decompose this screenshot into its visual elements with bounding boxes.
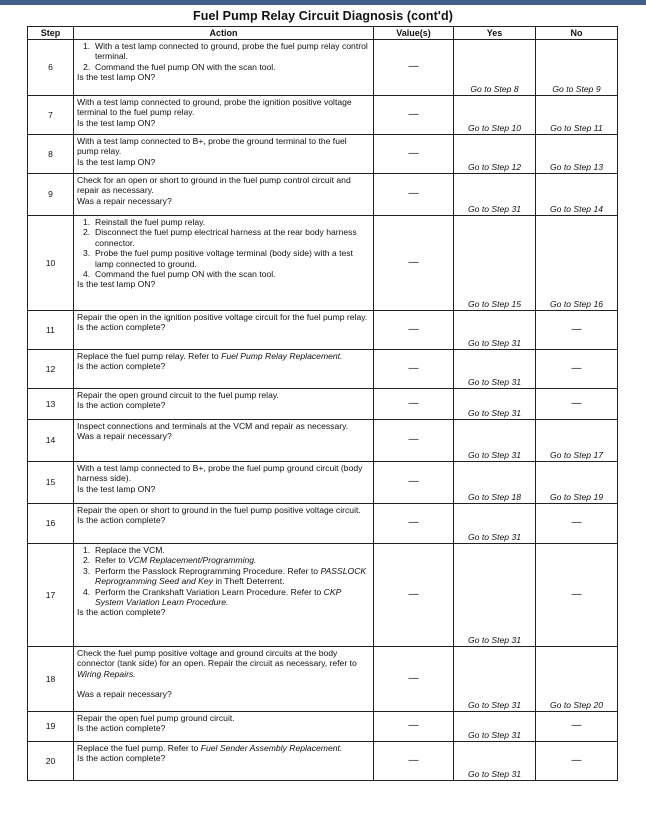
- yes-result: Go to Step 31: [454, 712, 536, 742]
- manual-reference: PASSLOCK Reprogramming Seed and Key: [95, 565, 367, 587]
- action-question: Is the action complete?: [77, 723, 166, 734]
- step-number: 18: [28, 647, 74, 712]
- yes-result: Go to Step 31: [454, 647, 536, 712]
- step-number: 20: [28, 742, 74, 781]
- manual-reference: VCM Replacement/Programming.: [127, 555, 257, 566]
- value-cell: —: [374, 350, 454, 389]
- no-result: Go to Step 16: [536, 216, 618, 311]
- value-cell: —: [374, 462, 454, 504]
- table-row: [28, 174, 618, 216]
- table-header-row: [28, 27, 618, 40]
- top-border-bar: [0, 0, 646, 5]
- action-step: [77, 217, 370, 227]
- action-step-number: 2.: [83, 227, 91, 238]
- action-step: [77, 62, 370, 72]
- action-step-number: 1.: [83, 545, 91, 555]
- table-row: [28, 216, 618, 311]
- table-body: [28, 40, 618, 781]
- action-step-number: 1.: [83, 41, 91, 51]
- action-step-text: Reinstall the fuel pump relay.: [95, 217, 206, 227]
- value-cell: —: [374, 135, 454, 174]
- yes-result: Go to Step 31: [454, 311, 536, 350]
- header-step: Step: [28, 27, 74, 40]
- header-values: Value(s): [374, 27, 454, 40]
- step-number: 7: [28, 96, 74, 135]
- action-step-number: 2.: [83, 555, 91, 566]
- yes-result: Go to Step 18: [454, 462, 536, 504]
- action-cell: [74, 462, 374, 504]
- action-step-number: 1.: [83, 217, 91, 227]
- table-row: [28, 389, 618, 420]
- no-result: Go to Step 19: [536, 462, 618, 504]
- table-row: [28, 742, 618, 781]
- step-number: 10: [28, 216, 74, 311]
- step-number: 6: [28, 40, 74, 96]
- yes-result: Go to Step 8: [454, 40, 536, 96]
- action-step-number: 4.: [83, 586, 91, 597]
- no-result: Go to Step 14: [536, 174, 618, 216]
- action-question: Is the test lamp ON?: [77, 117, 156, 128]
- action-cell: [74, 420, 374, 462]
- action-text: Check the fuel pump positive voltage and ground circuits at the body connector (tank side) for an open. Repair the circuit as necessary, refer to Wiring Repairs.: [77, 648, 357, 679]
- action-step-text: Command the fuel pump ON with the scan tool.: [95, 269, 276, 280]
- action-step-text: Replace the VCM.: [95, 545, 165, 555]
- action-cell: [74, 647, 374, 712]
- yes-result: Go to Step 12: [454, 135, 536, 174]
- action-text: Repair the open ground circuit to the fuel pump relay.: [77, 390, 279, 400]
- manual-reference: CKP System Variation Learn Procedure.: [95, 586, 341, 608]
- header-action: Action: [74, 27, 374, 40]
- action-text: With a test lamp connected to B+, probe the ground terminal to the fuel pump relay.: [77, 136, 347, 157]
- action-question: Is the action complete?: [77, 515, 166, 526]
- step-number: 12: [28, 350, 74, 389]
- action-cell: [74, 350, 374, 389]
- action-text: Repair the open in the ignition positive voltage circuit for the fuel pump relay.: [77, 312, 368, 322]
- action-step: [77, 545, 370, 555]
- yes-result: Go to Step 31: [454, 389, 536, 420]
- table-row: [28, 462, 618, 504]
- action-step-number: 2.: [83, 61, 91, 72]
- action-steps-list: [77, 41, 370, 72]
- action-step-text: Command the fuel pump ON with the scan tool.: [95, 61, 276, 72]
- action-cell: [74, 40, 374, 96]
- diagnosis-table: [27, 26, 618, 781]
- no-result: —: [536, 350, 618, 389]
- table-row: [28, 647, 618, 712]
- yes-result: Go to Step 31: [454, 544, 536, 647]
- action-question: Is the test lamp ON?: [77, 279, 156, 290]
- action-step: [77, 566, 370, 587]
- action-step-text: Disconnect the fuel pump electrical harness at the rear body harness connector.: [95, 227, 357, 248]
- action-cell: [74, 504, 374, 544]
- action-cell: [74, 712, 374, 742]
- action-step: [77, 248, 370, 269]
- no-result: —: [536, 712, 618, 742]
- action-question: Is the action complete?: [77, 400, 166, 411]
- action-cell: [74, 311, 374, 350]
- action-step-text: With a test lamp connected to ground, probe the fuel pump relay control terminal.: [95, 41, 368, 62]
- yes-result: Go to Step 31: [454, 174, 536, 216]
- yes-result: Go to Step 31: [454, 742, 536, 781]
- manual-reference: Fuel Sender Assembly Replacement.: [200, 743, 343, 753]
- action-cell: [74, 544, 374, 647]
- table-row: [28, 135, 618, 174]
- header-no: No: [536, 27, 618, 40]
- yes-result: Go to Step 31: [454, 350, 536, 389]
- action-step: [77, 227, 370, 248]
- action-text: Check for an open or short to ground in the fuel pump control circuit and repair as necessary.: [77, 175, 351, 196]
- no-result: —: [536, 389, 618, 420]
- table-row: [28, 350, 618, 389]
- action-step-text: Probe the fuel pump positive voltage terminal (body side) with a test lamp connected to ground.: [95, 248, 353, 269]
- manual-reference: Fuel Pump Relay Replacement.: [221, 351, 343, 361]
- action-step-number: 4.: [83, 269, 91, 280]
- no-result: Go to Step 17: [536, 420, 618, 462]
- action-question: Is the action complete?: [77, 607, 166, 618]
- action-question: Is the test lamp ON?: [77, 483, 156, 494]
- table-row: [28, 420, 618, 462]
- value-cell: —: [374, 96, 454, 135]
- no-result: —: [536, 742, 618, 781]
- step-number: 13: [28, 389, 74, 420]
- action-text: Replace the fuel pump. Refer to Fuel Sender Assembly Replacement.: [77, 743, 343, 753]
- action-steps-list: [77, 545, 370, 607]
- value-cell: —: [374, 647, 454, 712]
- value-cell: —: [374, 712, 454, 742]
- value-cell: —: [374, 420, 454, 462]
- action-cell: [74, 135, 374, 174]
- table-row: [28, 504, 618, 544]
- action-step: [77, 587, 370, 608]
- action-question: Is the test lamp ON?: [77, 156, 156, 167]
- action-step: [77, 555, 370, 565]
- action-step-number: 3.: [83, 248, 91, 259]
- action-question: Is the action complete?: [77, 361, 166, 372]
- action-text: Repair the open fuel pump ground circuit.: [77, 713, 235, 723]
- step-number: 9: [28, 174, 74, 216]
- page-title: Fuel Pump Relay Circuit Diagnosis (cont'd): [193, 9, 453, 23]
- table-row: [28, 40, 618, 96]
- value-cell: —: [374, 311, 454, 350]
- no-result: Go to Step 9: [536, 40, 618, 96]
- value-cell: —: [374, 544, 454, 647]
- value-cell: —: [374, 174, 454, 216]
- no-result: —: [536, 311, 618, 350]
- no-result: Go to Step 13: [536, 135, 618, 174]
- action-step-number: 3.: [83, 565, 91, 576]
- no-result: Go to Step 20: [536, 647, 618, 712]
- value-cell: —: [374, 40, 454, 96]
- step-number: 8: [28, 135, 74, 174]
- step-number: 16: [28, 504, 74, 544]
- action-question: Was a repair necessary?: [77, 689, 172, 700]
- action-step: [77, 41, 370, 62]
- value-cell: —: [374, 216, 454, 311]
- table-row: [28, 311, 618, 350]
- action-question: Was a repair necessary?: [77, 431, 172, 442]
- step-number: 17: [28, 544, 74, 647]
- action-text: Inspect connections and terminals at the VCM and repair as necessary.: [77, 421, 349, 431]
- action-question: Is the test lamp ON?: [77, 72, 156, 83]
- action-question: Was a repair necessary?: [77, 195, 172, 206]
- action-text: With a test lamp connected to ground, probe the ignition positive voltage terminal to the fuel pump relay.: [77, 97, 352, 118]
- step-number: 14: [28, 420, 74, 462]
- value-cell: —: [374, 504, 454, 544]
- step-number: 11: [28, 311, 74, 350]
- action-steps-list: [77, 217, 370, 279]
- yes-result: Go to Step 10: [454, 96, 536, 135]
- action-step-text: Perform the Crankshaft Variation Learn Procedure. Refer to CKP System Variation Learn Procedure.: [95, 586, 341, 608]
- action-question: Is the action complete?: [77, 753, 166, 764]
- action-step: [77, 269, 370, 279]
- action-step-text: Refer to VCM Replacement/Programming.: [95, 555, 257, 566]
- action-cell: [74, 389, 374, 420]
- yes-result: Go to Step 31: [454, 504, 536, 544]
- header-yes: Yes: [454, 27, 536, 40]
- table-row: [28, 96, 618, 135]
- table-row: [28, 544, 618, 647]
- action-cell: [74, 96, 374, 135]
- no-result: Go to Step 11: [536, 96, 618, 135]
- spacer: [77, 679, 370, 689]
- action-question: Is the action complete?: [77, 322, 166, 333]
- no-result: —: [536, 544, 618, 647]
- action-step-text: Perform the Passlock Reprogramming Procedure. Refer to PASSLOCK Reprogramming Seed and Key in Theft Deterrent.: [95, 565, 367, 587]
- value-cell: —: [374, 742, 454, 781]
- action-cell: [74, 216, 374, 311]
- table-row: [28, 712, 618, 742]
- value-cell: —: [374, 389, 454, 420]
- manual-reference: Wiring Repairs.: [77, 668, 136, 679]
- yes-result: Go to Step 15: [454, 216, 536, 311]
- action-cell: [74, 174, 374, 216]
- yes-result: Go to Step 31: [454, 420, 536, 462]
- step-number: 15: [28, 462, 74, 504]
- action-text: With a test lamp connected to B+, probe the fuel pump ground circuit (body harness side).: [77, 463, 363, 484]
- no-result: —: [536, 504, 618, 544]
- action-cell: [74, 742, 374, 781]
- action-text: Replace the fuel pump relay. Refer to Fuel Pump Relay Replacement.: [77, 351, 343, 361]
- step-number: 19: [28, 712, 74, 742]
- action-text: Repair the open or short to ground in the fuel pump positive voltage circuit.: [77, 505, 361, 515]
